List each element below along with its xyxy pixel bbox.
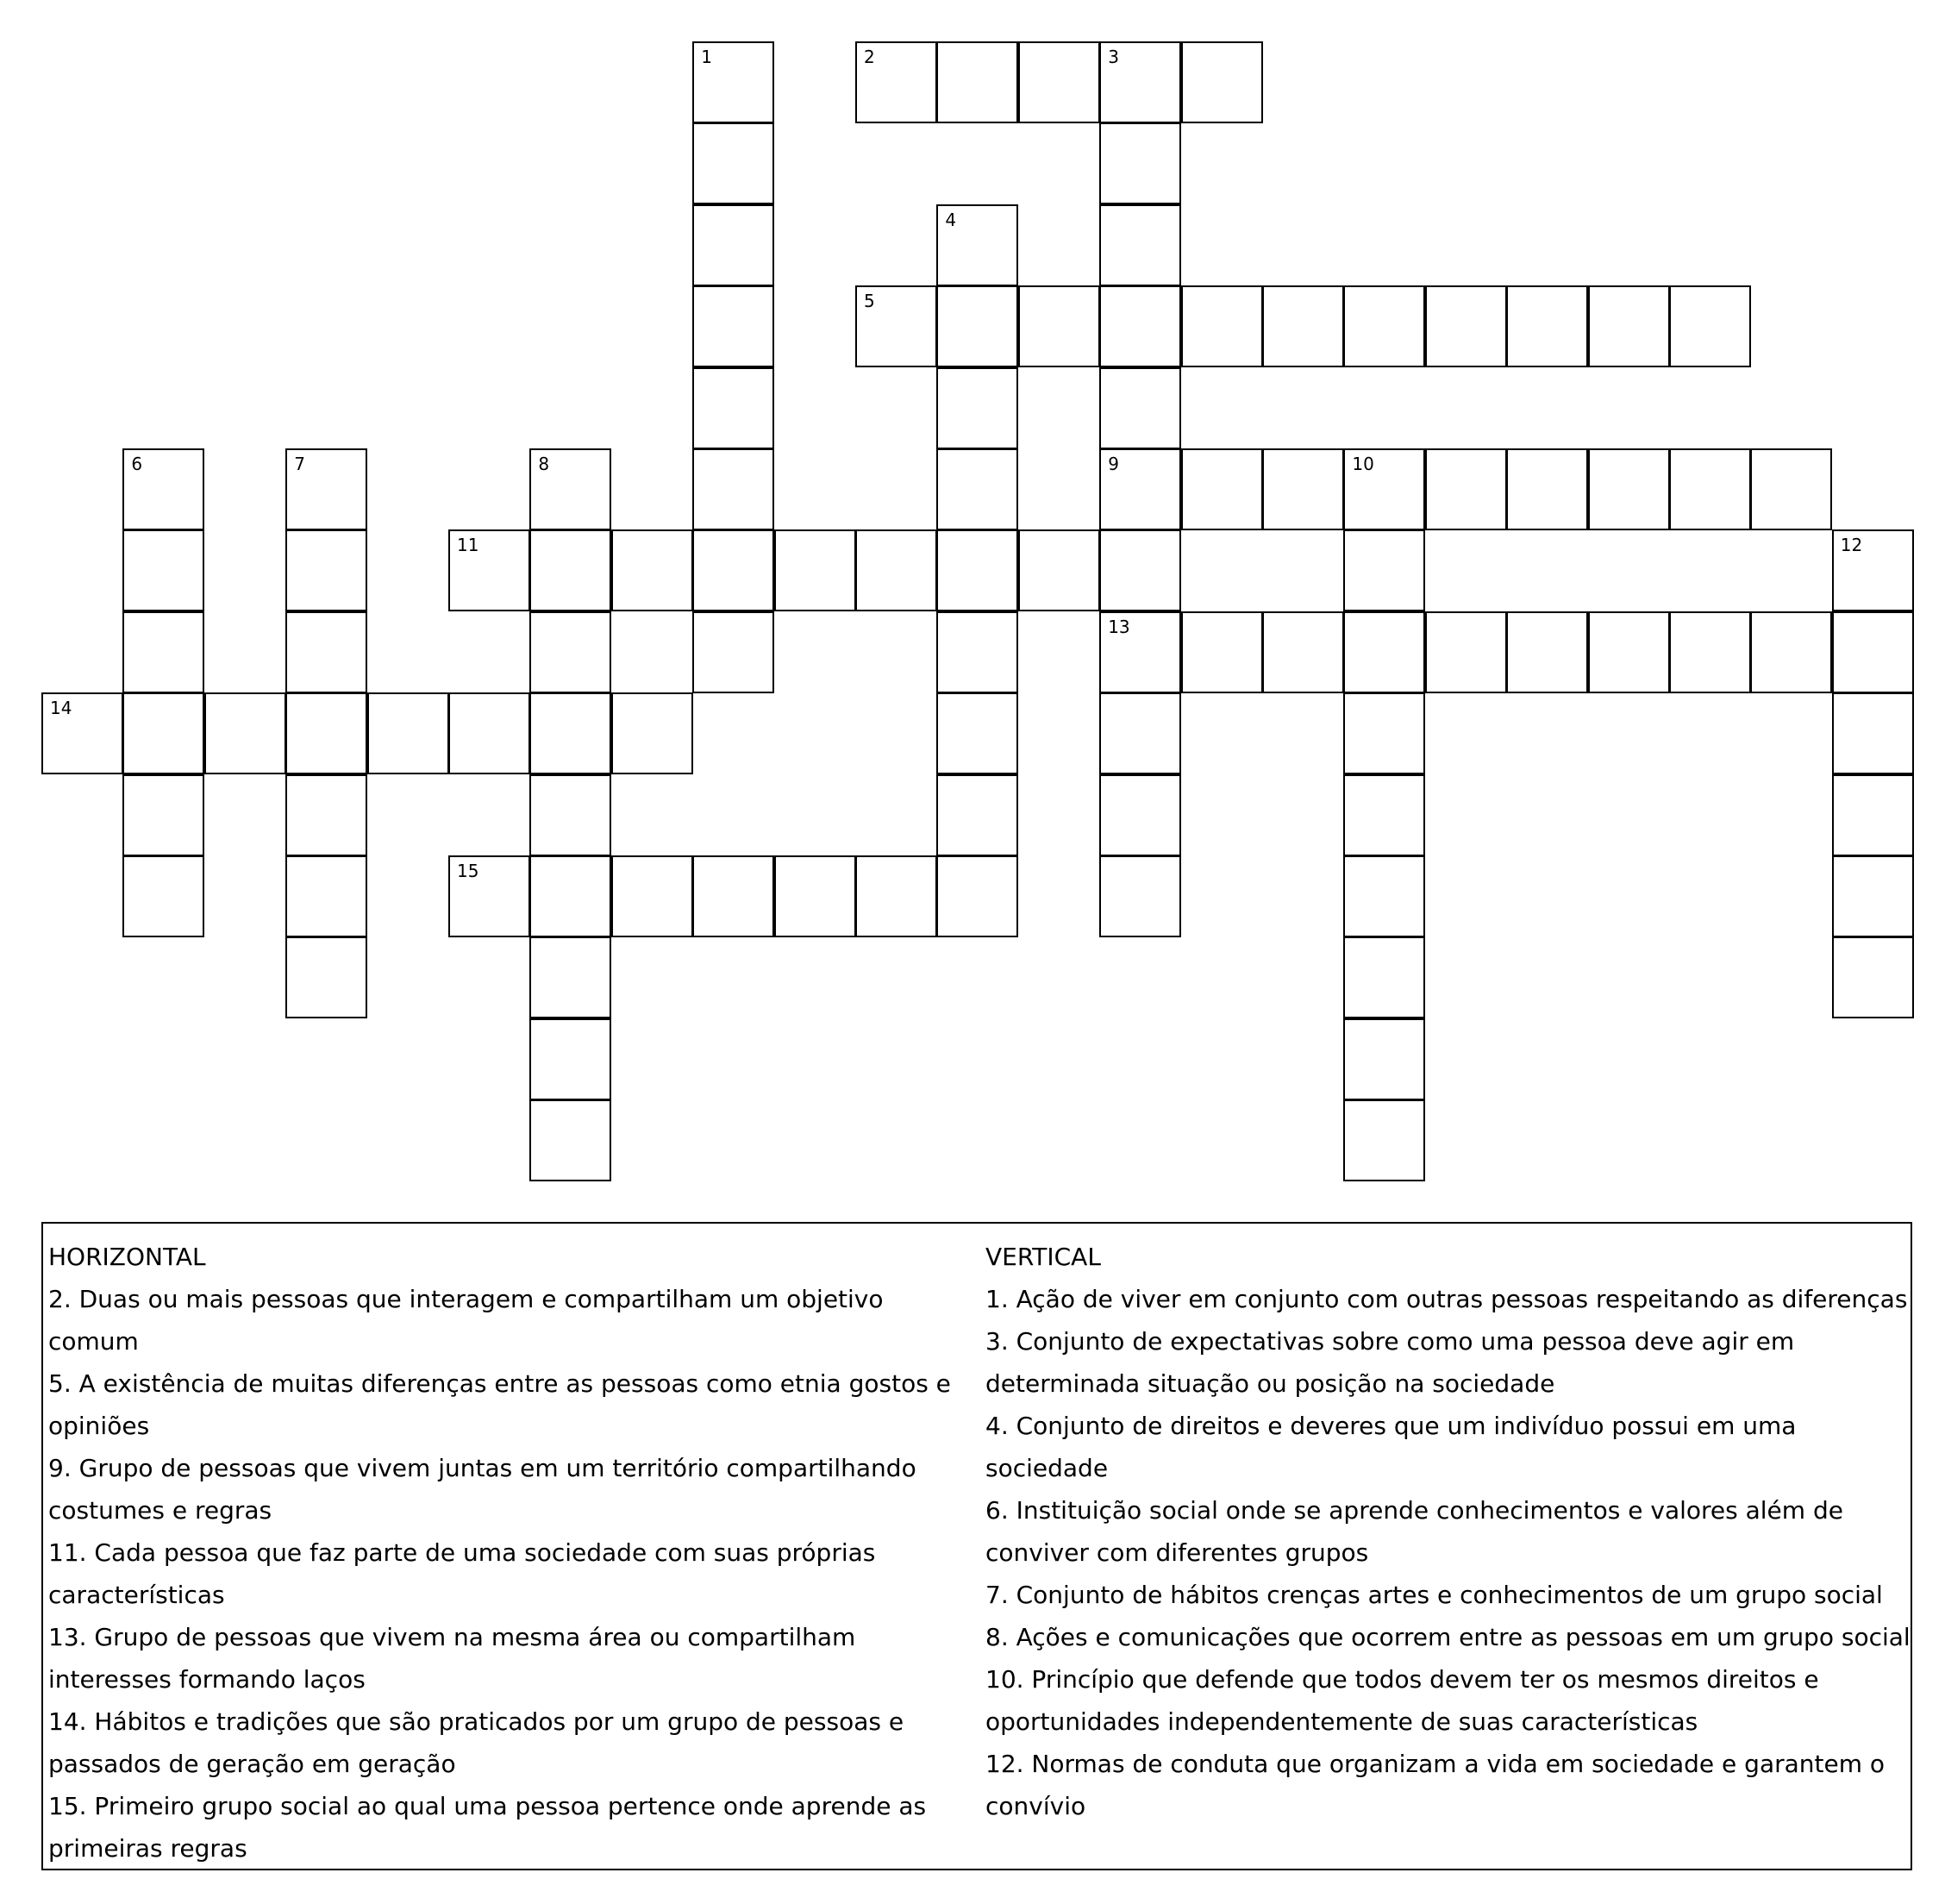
grid-cell[interactable] [692,448,774,530]
clue-number: 12 [1840,535,1863,556]
grid-cell[interactable] [285,855,367,937]
horizontal-heading: HORIZONTAL [48,1243,206,1271]
grid-cell[interactable] [1506,448,1588,530]
clue-number: 5 [864,291,875,312]
grid-cell[interactable] [692,367,774,449]
grid-cell[interactable] [936,611,1018,693]
clue-number: 1 [701,47,712,67]
grid-cell[interactable] [1506,285,1588,367]
grid-cell[interactable] [855,41,937,123]
grid-cell[interactable] [611,855,693,937]
grid-cell[interactable] [41,692,123,774]
grid-cell[interactable] [529,448,611,530]
grid-cell[interactable] [936,855,1018,937]
grid-cell[interactable] [936,285,1018,367]
grid-cell[interactable] [936,367,1018,449]
grid-cell[interactable] [1832,936,1914,1018]
grid-cell[interactable] [936,41,1018,123]
grid-cell[interactable] [855,529,937,611]
clue-horizontal-5: 5. A existência de muitas diferenças entre as pessoas como etnia gostos e opiniões [48,1369,951,1440]
grid-cell[interactable] [122,692,204,774]
clue-number: 3 [1108,47,1119,67]
grid-cell[interactable] [936,204,1018,286]
grid-cell[interactable] [1099,41,1181,123]
grid-cell[interactable] [285,448,367,530]
clue-vertical-3: 3. Conjunto de expectativas sobre como uma pessoa deve agir em determinada situação ou posição na sociedade [985,1327,1795,1398]
vertical-heading: VERTICAL [985,1243,1101,1271]
grid-cell[interactable] [1018,285,1100,367]
grid-cell[interactable] [1343,1018,1425,1100]
grid-cell[interactable] [611,529,693,611]
clue-vertical-12: 12. Normas de conduta que organizam a vida em sociedade e garantem o convívio [985,1750,1886,1820]
grid-cell[interactable] [285,611,367,693]
clue-number: 7 [294,454,305,474]
clue-number: 2 [864,47,875,67]
grid-cell[interactable] [1669,611,1751,693]
grid-cell[interactable] [448,529,530,611]
grid-cell[interactable] [692,611,774,693]
grid-cell[interactable] [855,855,937,937]
grid-cell[interactable] [1425,285,1507,367]
grid-cell[interactable] [1099,285,1181,367]
grid-cell[interactable] [1343,285,1425,367]
grid-cell[interactable] [1181,611,1263,693]
grid-cell[interactable] [1343,529,1425,611]
grid-cell[interactable] [529,611,611,693]
grid-cell[interactable] [1018,529,1100,611]
grid-cell[interactable] [692,529,774,611]
clue-number: 9 [1108,454,1119,474]
grid-cell[interactable] [1099,692,1181,774]
clue-vertical-6: 6. Instituição social onde se aprende conhecimentos e valores além de conviver com diferentes grupos [985,1496,1843,1567]
grid-cell[interactable] [122,774,204,856]
grid-cell[interactable] [692,122,774,204]
grid-cell[interactable] [1018,41,1100,123]
clue-number: 15 [457,861,479,881]
clue-horizontal-2: 2. Duas ou mais pessoas que interagem e compartilham um objetivo comum [48,1285,884,1356]
horizontal-clues [48,1236,975,1870]
grid-cell[interactable] [529,936,611,1018]
clue-number: 14 [50,698,72,719]
grid-cell[interactable] [529,692,611,774]
grid-cell[interactable] [1750,448,1832,530]
grid-cell[interactable] [285,774,367,856]
grid-cell[interactable] [1832,855,1914,937]
grid-cell[interactable] [448,855,530,937]
grid-cell[interactable] [1343,936,1425,1018]
grid-cell[interactable] [1181,285,1263,367]
grid-cell[interactable] [529,529,611,611]
grid-cell[interactable] [285,529,367,611]
grid-cell[interactable] [529,1018,611,1100]
grid-cell[interactable] [1832,692,1914,774]
grid-cell[interactable] [936,692,1018,774]
grid-cell[interactable] [1343,611,1425,693]
grid-cell[interactable] [1669,448,1751,530]
grid-cell[interactable] [1099,774,1181,856]
grid-cell[interactable] [611,692,693,774]
grid-cell[interactable] [1099,611,1181,693]
grid-cell[interactable] [1425,448,1507,530]
clue-number: 13 [1108,616,1130,637]
clue-horizontal-14: 14. Hábitos e tradições que são praticados por um grupo de pessoas e passados de geração em geração [48,1707,904,1778]
grid-cell[interactable] [1506,611,1588,693]
grid-cell[interactable] [1099,529,1181,611]
grid-cell[interactable] [122,855,204,937]
grid-cell[interactable] [1181,448,1263,530]
clue-horizontal-13: 13. Grupo de pessoas que vivem na mesma área ou compartilham interesses formando laços [48,1623,856,1694]
grid-cell[interactable] [448,692,530,774]
grid-cell[interactable] [1588,448,1670,530]
clue-horizontal-15: 15. Primeiro grupo social ao qual uma pessoa pertence onde aprende as primeiras regras [48,1792,927,1863]
grid-cell[interactable] [1832,611,1914,693]
grid-cell[interactable] [285,936,367,1018]
grid-cell[interactable] [1262,285,1344,367]
clue-horizontal-11: 11. Cada pessoa que faz parte de uma sociedade com suas próprias características [48,1538,876,1609]
grid-cell[interactable] [1832,529,1914,611]
clue-number: 10 [1352,454,1374,474]
grid-cell[interactable] [1262,611,1344,693]
clues-box [41,1222,1912,1870]
grid-cell[interactable] [122,448,204,530]
grid-cell[interactable] [1750,611,1832,693]
grid-cell[interactable] [1343,774,1425,856]
grid-cell[interactable] [936,448,1018,530]
grid-cell[interactable] [204,692,286,774]
grid-cell[interactable] [1669,285,1751,367]
grid-cell[interactable] [1343,855,1425,937]
grid-cell[interactable] [855,285,937,367]
clue-number: 4 [945,209,957,230]
grid-cell[interactable] [692,204,774,286]
clue-vertical-4: 4. Conjunto de direitos e deveres que um indivíduo possui em uma sociedade [985,1412,1797,1482]
grid-cell[interactable] [1588,611,1670,693]
grid-cell[interactable] [936,529,1018,611]
grid-cell[interactable] [122,611,204,693]
grid-cell[interactable] [1099,855,1181,937]
clue-vertical-1: 1. Ação de viver em conjunto com outras pessoas respeitando as diferenças [985,1285,1908,1313]
grid-cell[interactable] [1099,204,1181,286]
clue-number: 6 [131,454,143,474]
grid-cell[interactable] [529,855,611,937]
vertical-clues [985,1236,1912,1827]
grid-cell[interactable] [285,692,367,774]
clue-number: 11 [457,535,479,556]
grid-cell[interactable] [774,529,856,611]
grid-cell[interactable] [1343,692,1425,774]
grid-cell[interactable] [1343,1099,1425,1181]
grid-cell[interactable] [367,692,449,774]
clue-horizontal-9: 9. Grupo de pessoas que vivem juntas em um território compartilhando costumes e regras [48,1454,916,1525]
grid-cell[interactable] [1425,611,1507,693]
grid-cell[interactable] [1099,448,1181,530]
grid-cell[interactable] [1343,448,1425,530]
clue-vertical-8: 8. Ações e comunicações que ocorrem entre as pessoas em um grupo social [985,1623,1911,1651]
grid-cell[interactable] [692,285,774,367]
grid-cell[interactable] [1832,774,1914,856]
grid-cell[interactable] [529,1099,611,1181]
grid-cell[interactable] [529,774,611,856]
grid-cell[interactable] [1588,285,1670,367]
grid-cell[interactable] [1099,122,1181,204]
grid-cell[interactable] [1181,41,1263,123]
grid-cell[interactable] [692,41,774,123]
grid-cell[interactable] [774,855,856,937]
clue-number: 8 [538,454,550,474]
clue-vertical-10: 10. Princípio que defende que todos devem ter os mesmos direitos e oportunidades independentemente de suas características [985,1665,1819,1736]
grid-cell[interactable] [1099,367,1181,449]
grid-cell[interactable] [692,855,774,937]
clue-vertical-7: 7. Conjunto de hábitos crenças artes e conhecimentos de um grupo social [985,1581,1883,1609]
grid-cell[interactable] [122,529,204,611]
grid-cell[interactable] [1262,448,1344,530]
grid-cell[interactable] [936,774,1018,856]
